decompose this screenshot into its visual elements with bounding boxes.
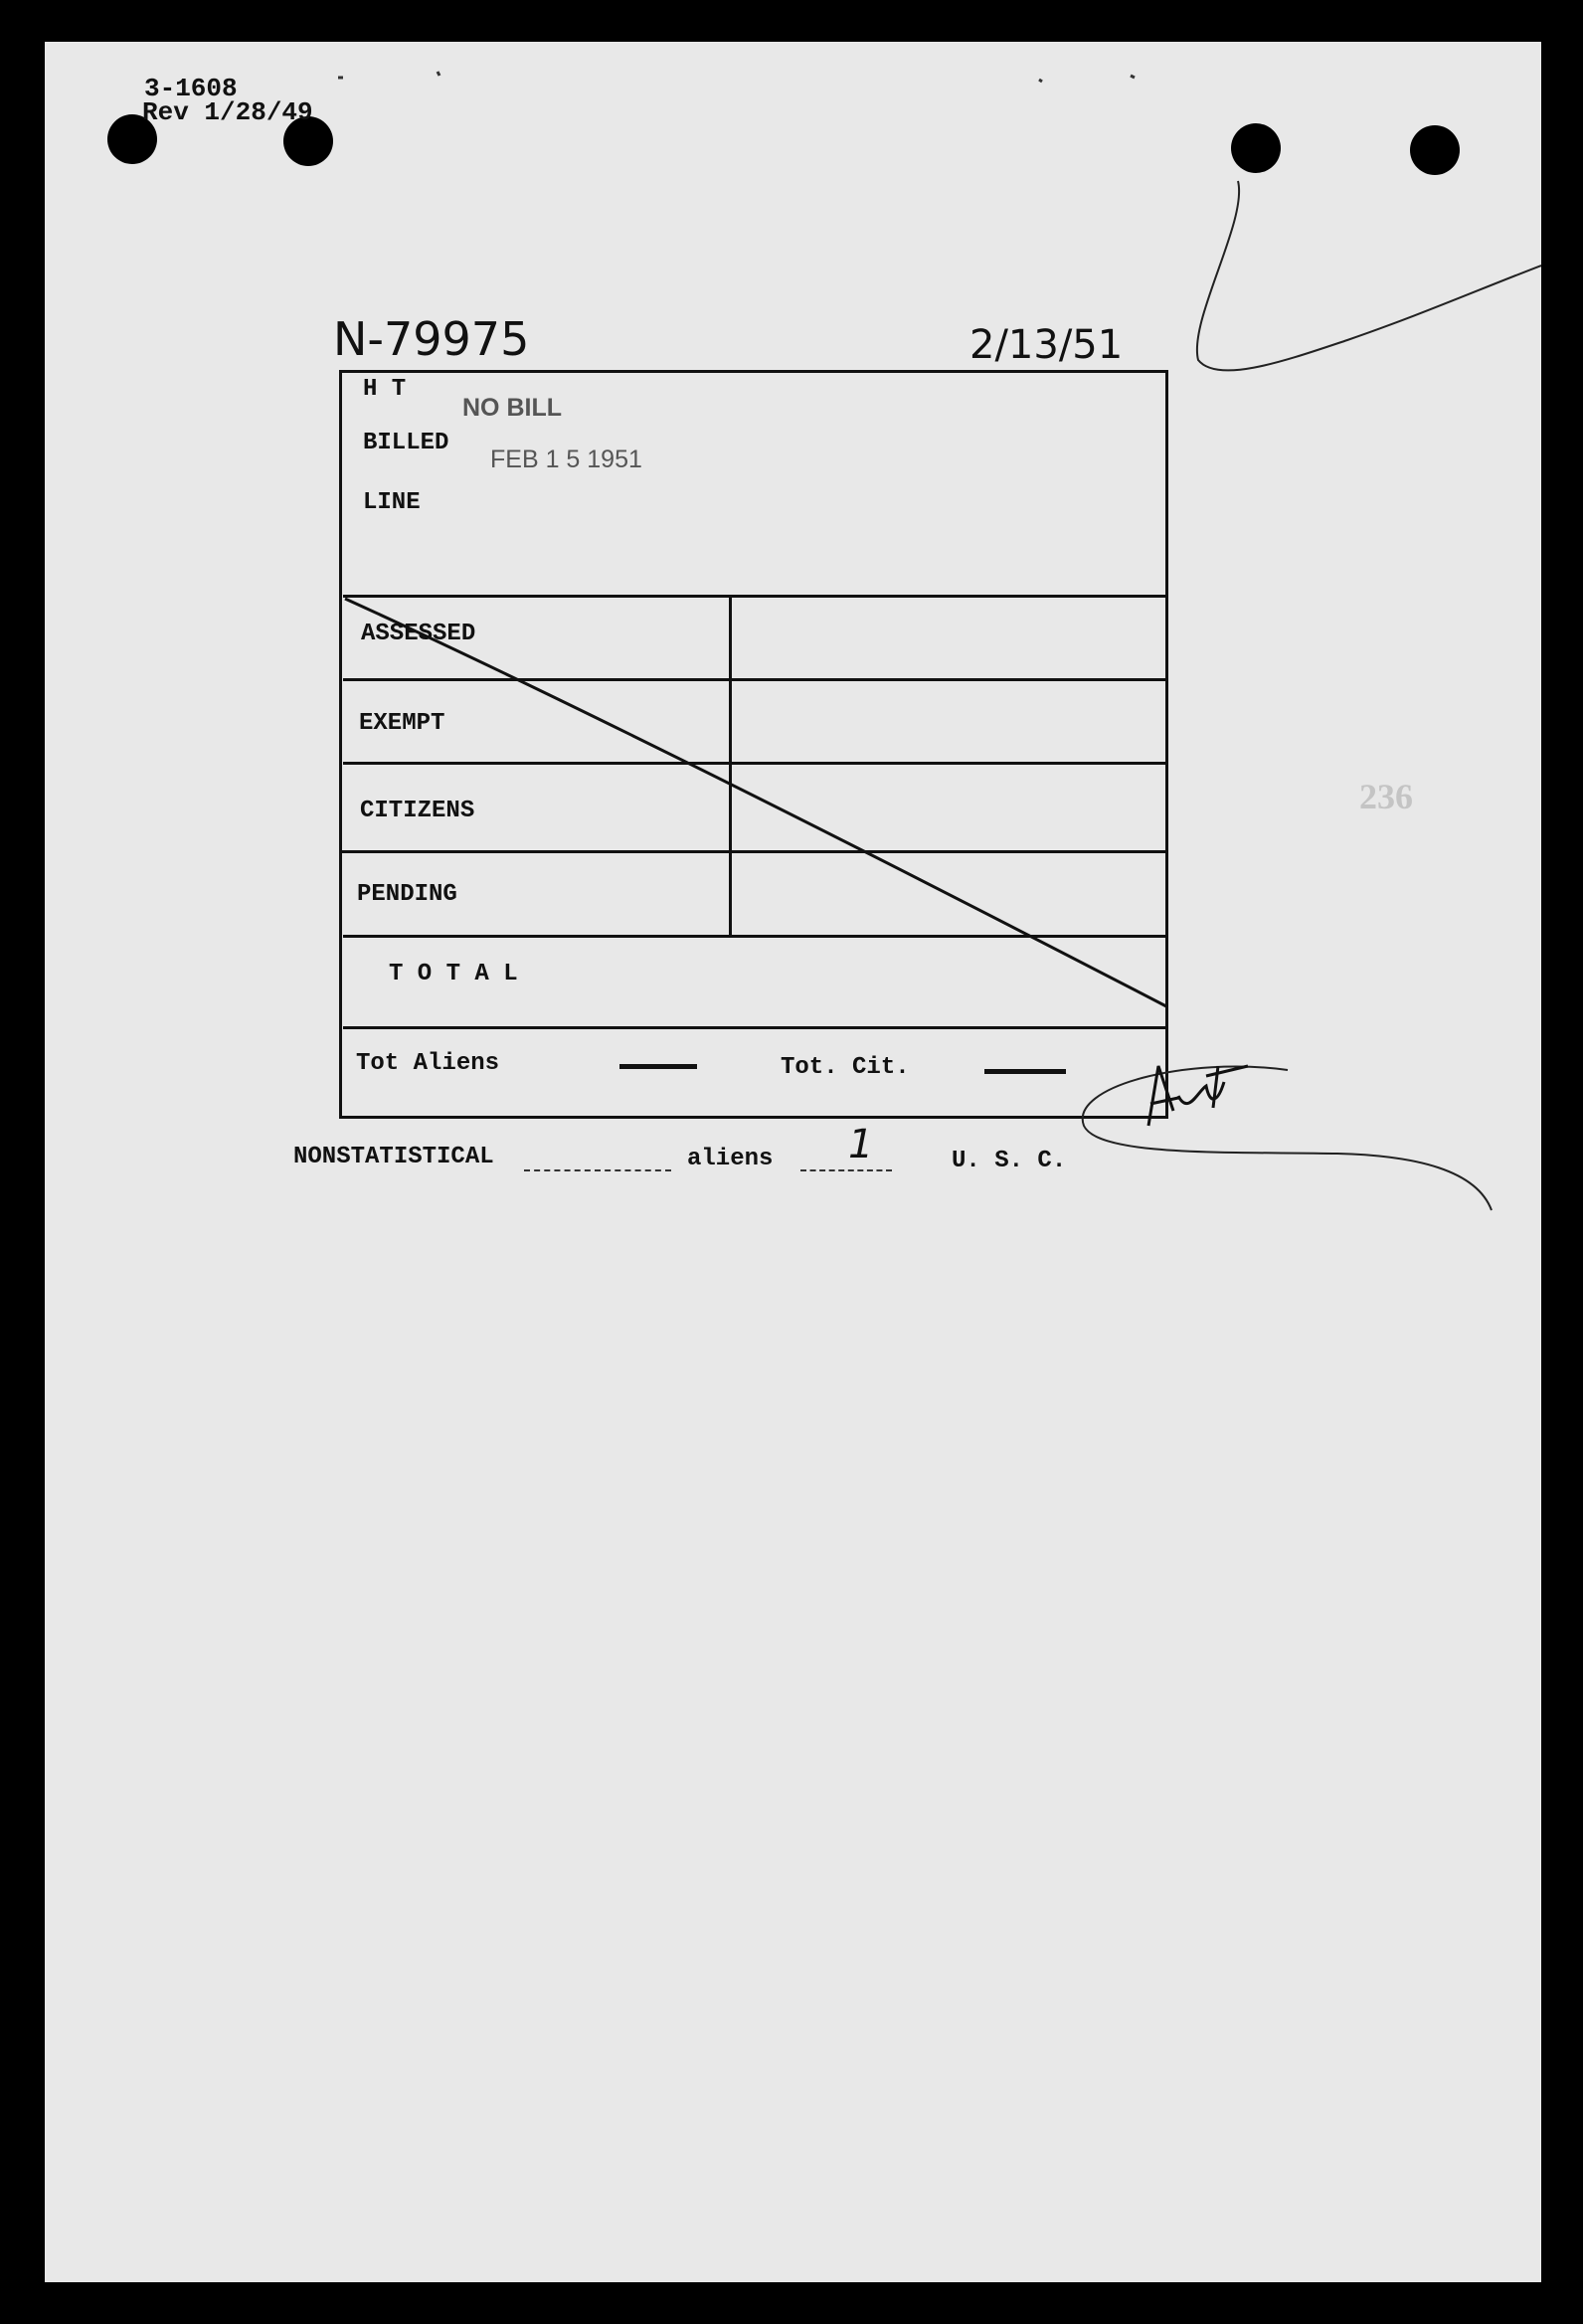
tot-aliens-label: Tot Aliens xyxy=(356,1050,500,1077)
form-number: 3-1608 xyxy=(144,74,238,103)
handwritten-marks xyxy=(45,42,1541,2282)
case-number: N-79975 xyxy=(333,312,530,366)
row-label-citizens: CITIZENS xyxy=(360,798,475,824)
row-label-assessed: ASSESSED xyxy=(361,621,476,647)
ink-speck xyxy=(338,72,1135,82)
row-label-pending: PENDING xyxy=(357,881,457,908)
margin-number: 236 xyxy=(1359,777,1413,816)
aliens-value: 1 xyxy=(848,1122,874,1167)
nonstatistical-label: NONSTATISTICAL xyxy=(293,1144,494,1170)
billed-date-stamp: FEB 1 5 1951 xyxy=(490,446,642,473)
handwritten-date: 2/13/51 xyxy=(969,322,1124,368)
aliens-label: aliens xyxy=(687,1146,774,1172)
signature-loop xyxy=(1083,1067,1492,1210)
margin-curve xyxy=(1197,181,1541,370)
tot-cit-label: Tot. Cit. xyxy=(781,1054,910,1081)
usc-label: U. S. C. xyxy=(952,1148,1067,1174)
billed-label: BILLED xyxy=(363,430,449,456)
initials-signature xyxy=(1148,1066,1248,1126)
line-label: LINE xyxy=(363,489,421,516)
strike-through-line xyxy=(345,599,1166,1006)
row-label-exempt: EXEMPT xyxy=(359,710,445,737)
total-label: T O T A L xyxy=(389,961,518,987)
ht-label: H T xyxy=(363,376,407,403)
form-revision: Rev 1/28/49 xyxy=(142,97,313,127)
document-page xyxy=(45,42,1541,2282)
no-bill-stamp: NO BILL xyxy=(462,394,562,422)
